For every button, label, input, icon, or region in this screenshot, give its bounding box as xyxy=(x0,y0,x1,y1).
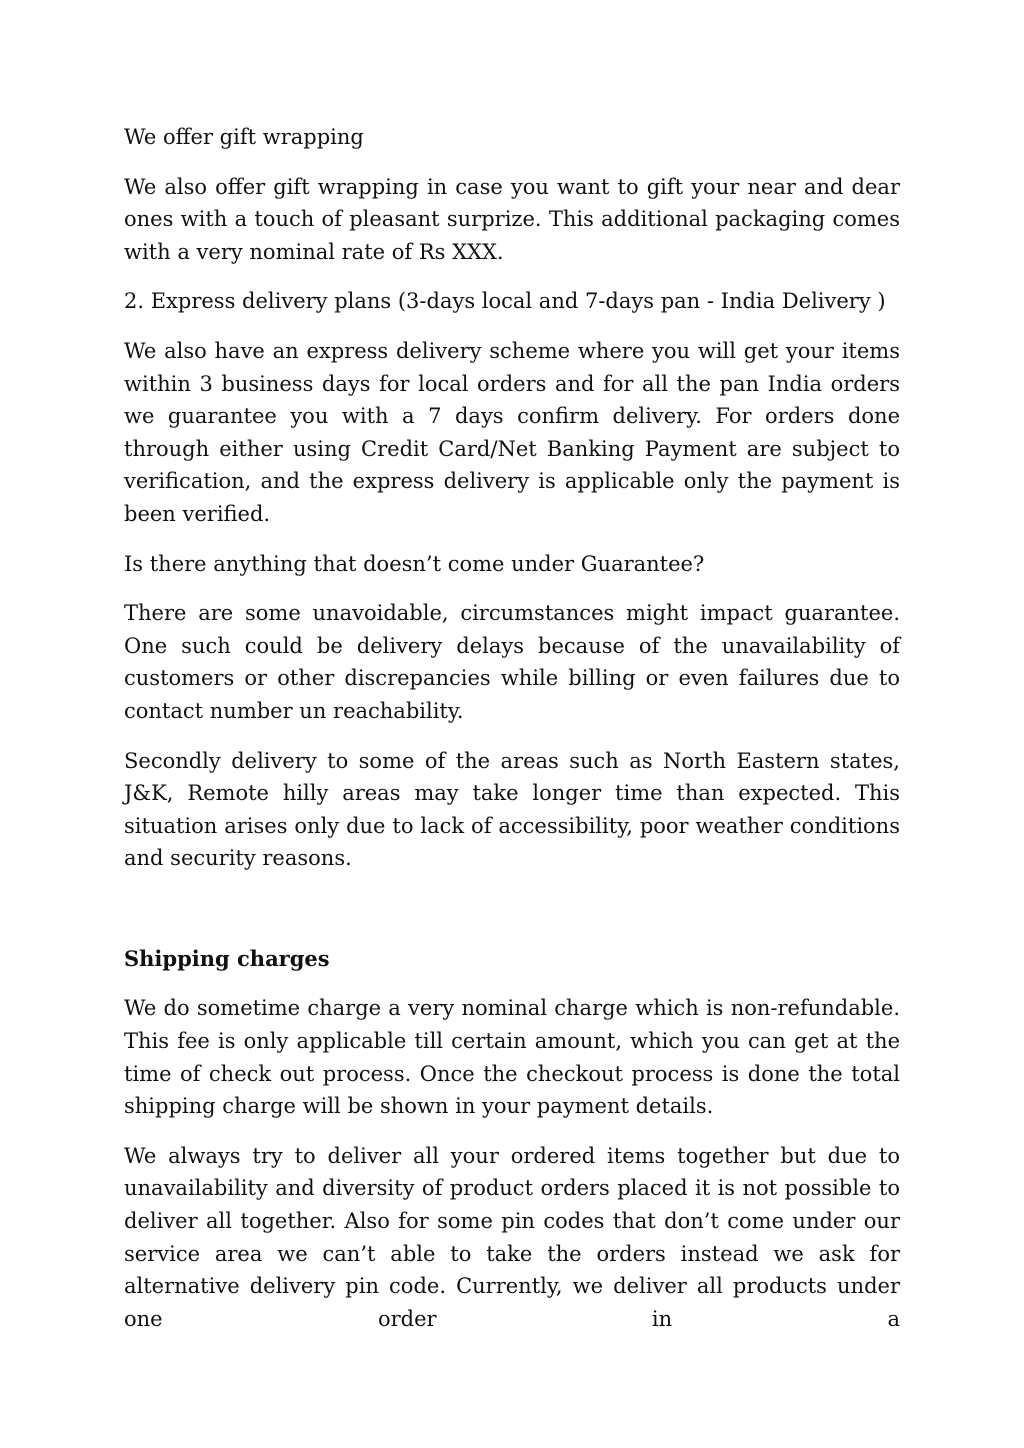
delivery-together-paragraph: We always try to deliver all your ordered items together but due to unavailability and diversity of product orders placed it is not possible to deliver all together. Also for some pin codes that don’t come under our service area we can’t able to take the orders instead we ask for alternative delivery pin code. Currently, we deliver all products under one order in a xyxy=(124,1143,900,1331)
shipping-fee-paragraph: We do sometime charge a very nominal charge which is non-refundable. This fee is only applicable till certain amount, which you can get at the time of check out process. Once the checkout process is done the total shipping charge will be shown in your payment details. xyxy=(124,996,900,1119)
express-delivery-title: 2. Express delivery plans (3-days local and 7-days pan - India Delivery ) xyxy=(124,289,886,314)
shipping-charges-heading: Shipping charges xyxy=(124,945,330,971)
remote-areas-paragraph: Secondly delivery to some of the areas such as North Eastern states, J&K, Remote hilly areas may take longer time than expected. This situation arises only due to lack of accessibility, poor weather conditions and security reasons. xyxy=(124,748,900,871)
gift-wrapping-paragraph: We also offer gift wrapping in case you want to gift your near and dear ones with a touch of pleasant surprize. This additional packaging comes with a very nominal rate of Rs XXX. xyxy=(124,174,900,264)
document-body xyxy=(124,121,900,1352)
guarantee-question: Is there anything that doesn’t come under Guarantee? xyxy=(124,551,705,576)
gift-wrapping-title: We offer gift wrapping xyxy=(124,125,364,149)
express-delivery-paragraph: We also have an express delivery scheme where you will get your items within 3 business days for local orders and for all the pan India orders we guarantee you with a 7 days confirm delivery. For orders done through either using Credit Card/Net Banking Payment are subject to verification, and the express delivery is applicable only the payment is been verified. xyxy=(124,338,900,526)
guarantee-paragraph: There are some unavoidable, circumstances might impact guarantee. One such could be delivery delays because of the unavailability of customers or other discrepancies while billing or even failures due to contact number un reachability. xyxy=(124,601,900,723)
